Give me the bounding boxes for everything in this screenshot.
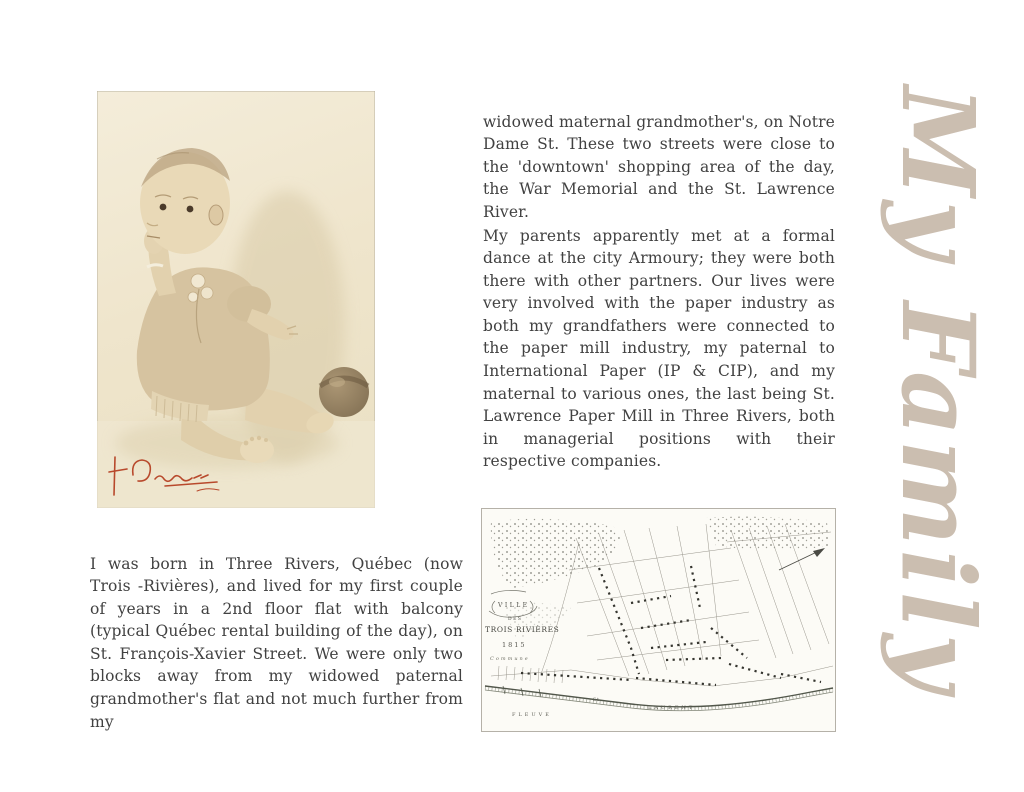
map-label-st: St xyxy=(593,698,600,703)
map-label-year: 1815 xyxy=(502,641,527,649)
right-column-paragraph-1: widowed maternal grandmother's, on Notre Dame St. These two streets were close to the 'downtown' shopping area of the day, the War Memorial and the St. Lawrence River. xyxy=(483,112,835,221)
map-label-des: DES xyxy=(508,617,523,622)
trois-rivieres-1815-map xyxy=(481,508,836,732)
baby-portrait-photo xyxy=(97,91,375,508)
map-label-laurent: LAURENT xyxy=(648,705,696,711)
toy-ball-illustration xyxy=(319,367,369,417)
map-label-commune: Commune xyxy=(490,656,530,662)
left-column-paragraph: I was born in Three Rivers, Québec (now Trois -Rivières), and lived for my first couple of years in a 2nd floor flat with balcony (typical Québec rental building of the day), on St. François-Xavier Street. We were only two blocks away from my widowed paternal grandmother's flat and not much further from my xyxy=(90,554,463,731)
map-label-ville: VILLE xyxy=(498,602,530,609)
side-title-my-family: My Family xyxy=(879,86,997,696)
right-column-paragraph-2: My parents apparently met at a formal dance at the city Armoury; they were both there with other partners. Our lives were very involved with the paper industry as both my grandfathers were connected to the paper mill industry, my paternal to International Paper (IP & CIP), and my maternal to various ones, the last being St. Lawrence Paper Mill in Three Rivers, both in managerial positions with their respective companies. xyxy=(483,226,835,471)
map-label-city: TROIS RIVIÈRES xyxy=(485,625,560,634)
map-label-fleuve: FLEUVE xyxy=(512,712,552,718)
